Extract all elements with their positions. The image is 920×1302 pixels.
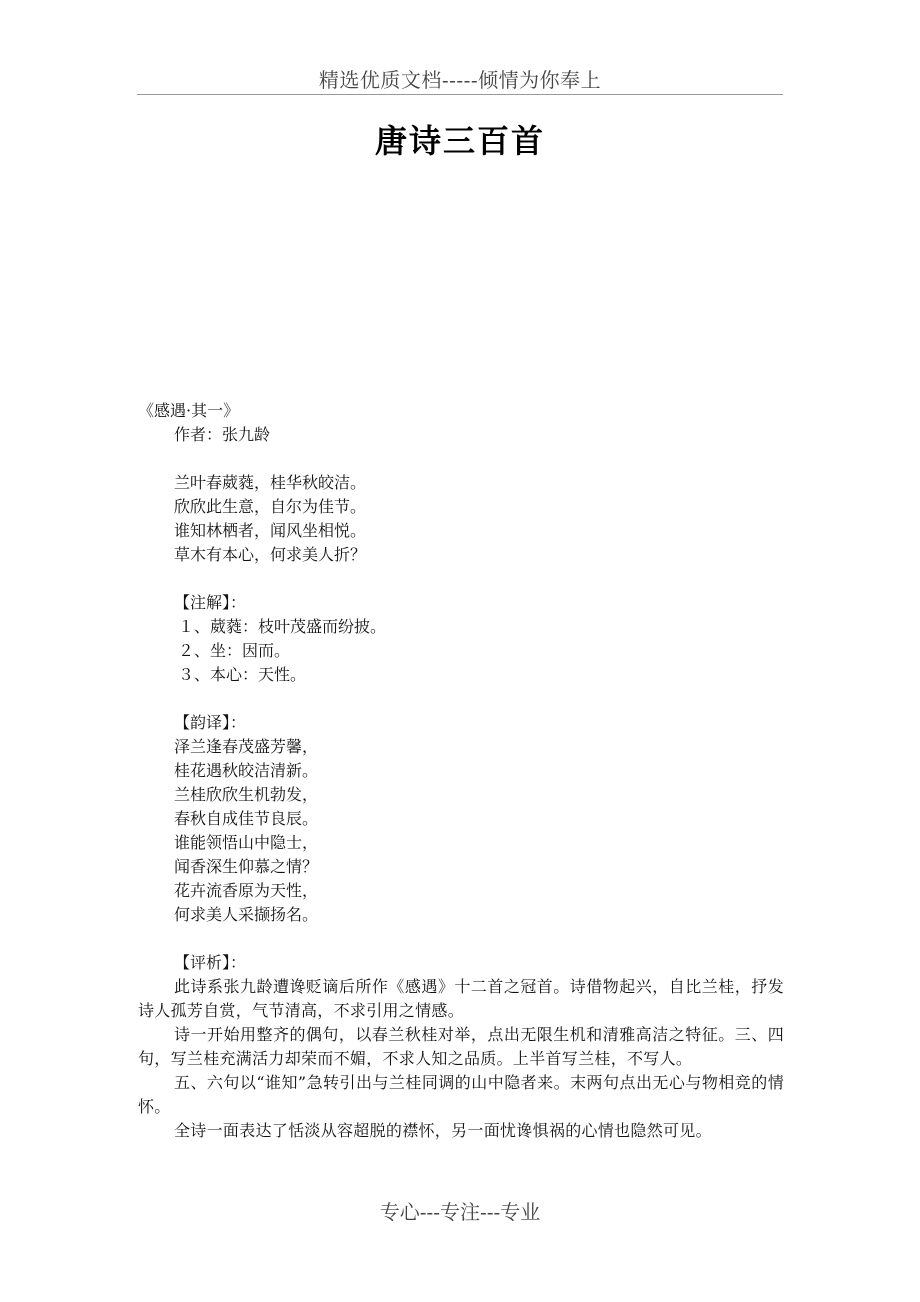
page-footer: 专心---专注---专业: [379, 1200, 541, 1224]
analysis-paragraph: 五、六句以“谁知”急转引出与兰桂同调的山中隐者来。末两句点出无心与物相竞的情怀。: [138, 1073, 784, 1116]
translation-line: 春秋自成佳节良辰。: [174, 809, 319, 828]
note-item: １、葳蕤：枝叶茂盛而纷披。: [178, 617, 387, 636]
translation-heading: 【韵译】：: [174, 713, 247, 732]
translation-line: 桂花遇秋皎洁清新。: [174, 761, 319, 780]
poem-line: 谁知林栖者，闻风坐相悦。: [174, 521, 367, 540]
page-header: 精选优质文档-----倾情为你奉上: [318, 68, 602, 92]
translation-line: 泽兰逢春茂盛芳馨，: [174, 737, 319, 756]
poem-line: 兰叶春葳蕤，桂华秋皎洁。: [174, 473, 367, 492]
analysis-paragraph: 此诗系张九龄遭谗贬谪后所作《感遇》十二首之冠首。诗借物起兴，自比兰桂，抒发诗人孤芳自赏，气节清高，不求引用之情感。: [138, 977, 784, 1020]
note-item: ２、坐：因而。: [178, 641, 291, 660]
translation-line: 何求美人采撷扬名。: [174, 905, 319, 924]
poem-author: 作者：张九龄: [174, 425, 271, 444]
translation-line: 兰桂欣欣生机勃发，: [174, 785, 319, 804]
notes-heading: 【注解】：: [174, 593, 247, 612]
document-title: 唐诗三百首: [374, 122, 545, 160]
analysis-paragraph: 全诗一面表达了恬淡从容超脱的襟怀，另一面忧谗惧祸的心情也隐然可见。: [174, 1121, 712, 1140]
poem-line: 草木有本心，何求美人折？: [174, 545, 367, 564]
analysis-paragraph: 诗一开始用整齐的偶句，以春兰秋桂对举，点出无限生机和清雅高洁之特征。三、四句，写兰桂充满活力却荣而不媚，不求人知之品质。上半首写兰桂，不写人。: [138, 1025, 784, 1068]
document-body: [138, 399, 784, 1143]
header-divider: [137, 94, 783, 95]
poem-line: 欣欣此生意，自尔为佳节。: [174, 497, 367, 516]
translation-line: 谁能领悟山中隐士，: [174, 833, 319, 852]
translation-line: 闻香深生仰慕之情？: [174, 857, 319, 876]
analysis-heading: 【评析】：: [174, 953, 247, 972]
poem-title: 《感遇·其一》: [138, 401, 240, 420]
note-item: ３、本心：天性。: [178, 665, 307, 684]
translation-line: 花卉流香原为天性，: [174, 881, 319, 900]
